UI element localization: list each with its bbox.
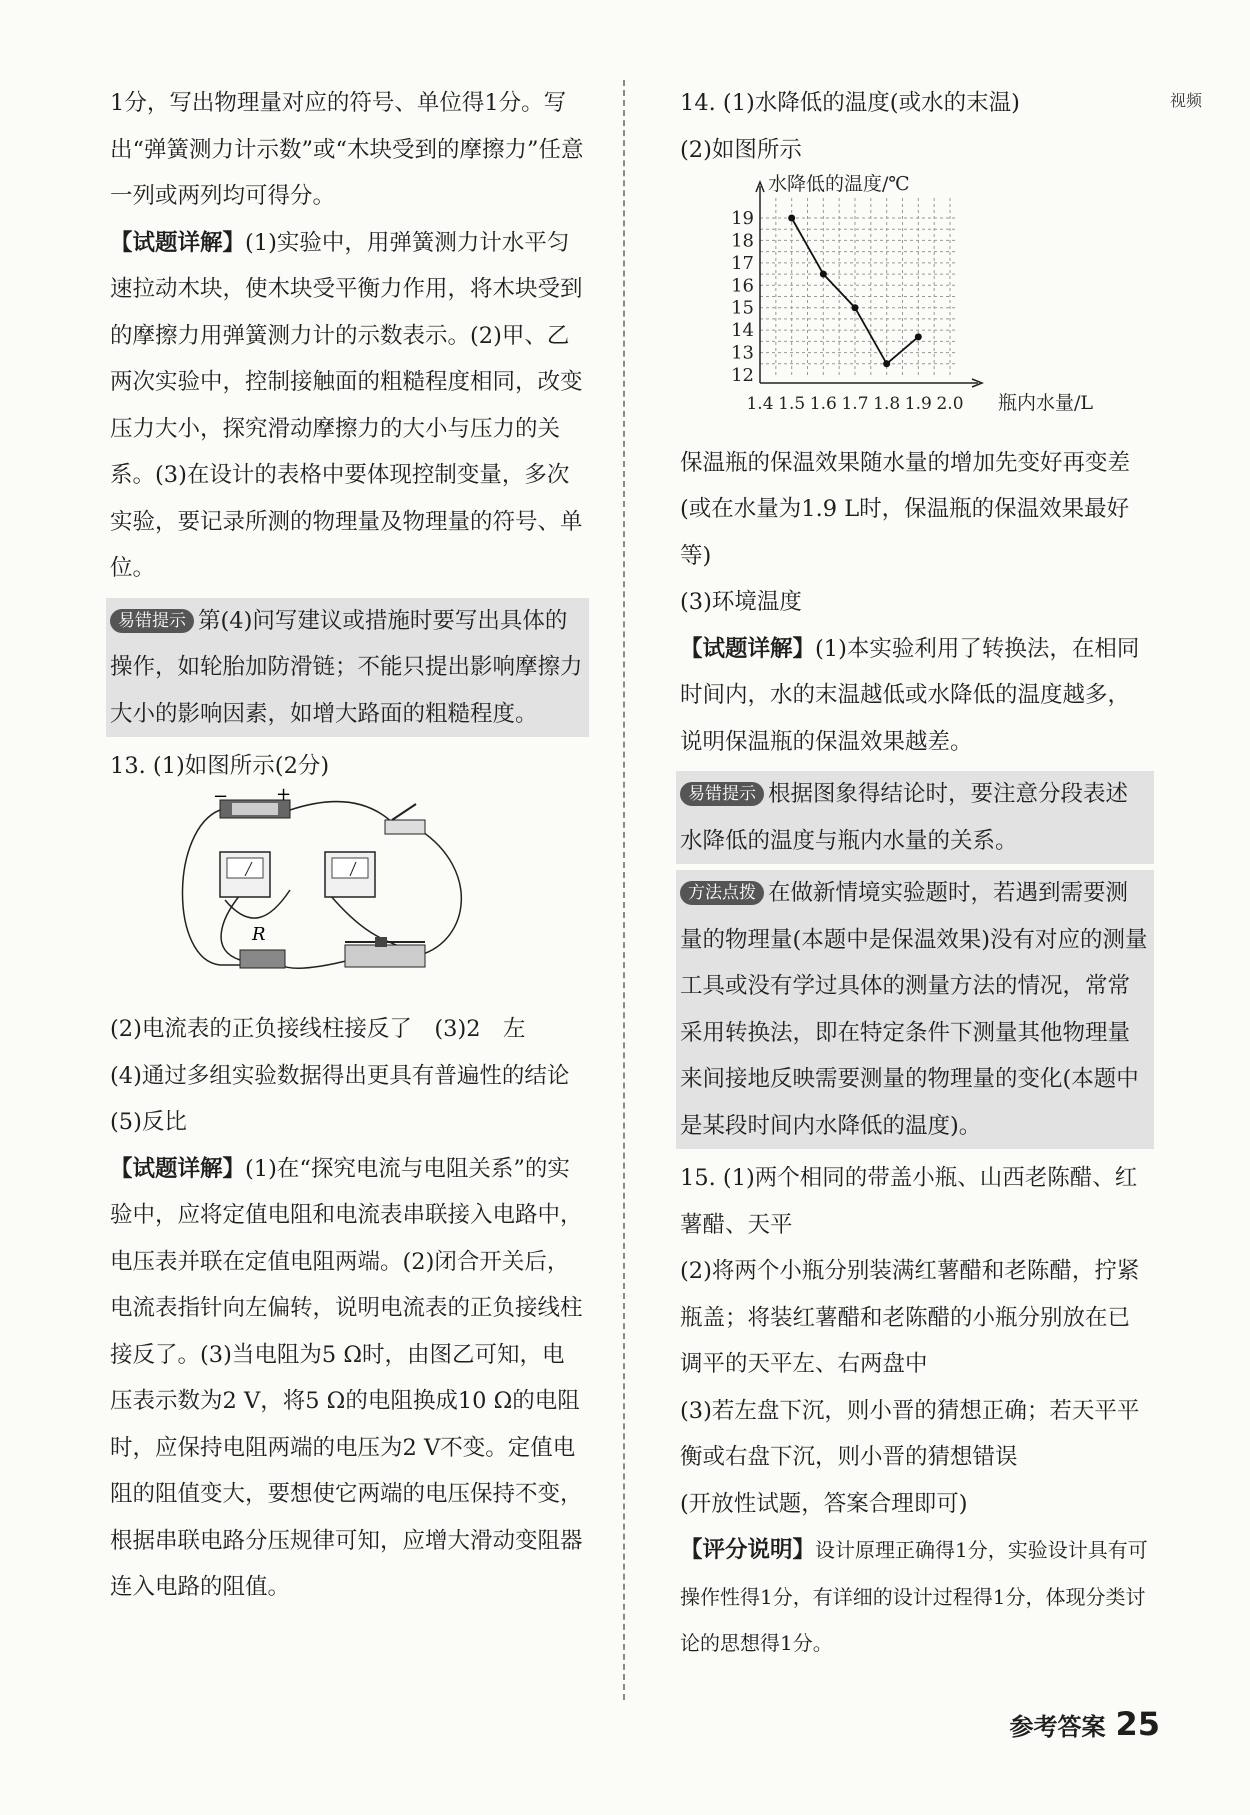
q14-method-tip [676,870,1154,1149]
q13-answer-4: (5)反比 [110,1109,187,1135]
y-axis-label: 水降低的温度/℃ [768,173,910,195]
data-point [883,360,890,367]
q12-detail-text: (1)实验中，用弹簧测力计水平匀速拉动木块，使木块受平衡力作用，将木块受到的摩擦力用弹簧测力计的示数表示。(2)甲、乙两次实验中，控制接触面的粗糙程度相同，改变压力大小，探究滑动摩擦力的大小与压力的关系。(3)在设计的表格中要体现控制变量，多次实验，要记录所测的物理量及物理量的符号、单位。 [110,229,583,581]
method-tip-badge: 方法点拨 [680,881,764,905]
battery-minus: − [213,785,229,807]
y-tick-label: 12 [731,365,754,386]
y-tick-label: 15 [731,297,754,319]
q12-error-tip [106,598,589,738]
y-tick-label: 18 [731,230,754,252]
q15-scoring-text: 设计原理正确得1分，实验设计具有可操作性得1分，有详细的设计过程得1分，体现分类讨论的思想得1分。 [680,1538,1148,1655]
page-number: 25 [1115,1705,1160,1743]
x-tick-label: 1.9 [904,394,932,414]
left-column [110,80,585,1611]
footer-label: 参考答案 [1009,1713,1106,1741]
q14-detail-text: (1)本实验利用了转换法，在相同时间内，水的末温越低或水降低的温度越多，说明保温瓶的保温效果越差。 [680,635,1140,755]
error-tip-badge: 易错提示 [680,782,764,806]
x-tick-label: 1.8 [873,394,901,414]
data-point [852,304,859,311]
resistor-icon [240,950,285,968]
q13-answer-3: (4)通过多组实验数据得出更具有普遍性的结论 [110,1062,570,1089]
q12-scoring-intro: 1分，写出物理量对应的符号、单位得1分。写出“弹簧测力计示数”或“木块受到的摩擦力”任意一列或两列均可得分。 [110,90,584,209]
q14-answer-1: 14. (1)水降低的温度(或水的末温) [680,90,1020,116]
q15-note: (开放性试题，答案合理即可) [680,1490,968,1517]
x-tick-label: 1.4 [746,394,774,414]
battery-plus: + [276,783,292,805]
q12-detail [110,220,585,592]
rheostat-icon [345,937,425,967]
q14-error-tip-text: 根据图象得结论时，要注意分段表述水降低的温度与瓶内水量的关系。 [680,781,1129,854]
column-divider [623,80,625,1700]
right-column [680,80,1150,1667]
video-label: 视频 [1170,91,1203,110]
q15-answer-2: (2)将两个小瓶分别装满红薯醋和老陈醋，拧紧瓶盖；将装红薯醋和老陈醋的小瓶分别放在已调平的天平左、右两盘中 [680,1258,1140,1377]
y-tick-label: 14 [731,320,754,342]
scoring-tag: 【评分说明】 [680,1537,816,1563]
page-footer [1009,1705,1160,1743]
q15-scoring [680,1527,1150,1667]
y-tick-label: 16 [731,275,754,297]
q14-method-text: 在做新情境实验题时，若遇到需要测量的物理量(本题中是保温效果)没有对应的测量工具或没有学过具体的测量方法的情况，常常采用转换法，即在特定条件下测量其他物理量来间接地反映需要测量的物理量的变化(本题中是某段时间内水降低的温度)。 [680,880,1148,1139]
q13-answer-2: (2)电流表的正负接线柱接反了 (3)2 左 [110,1016,526,1042]
detail-tag: 【试题详解】 [680,635,816,662]
q13-answer-1: 13. (1)如图所示(2分) [110,753,330,779]
q14-chart [720,173,1150,440]
y-tick-label: 13 [731,342,754,364]
q13-detail [110,1146,585,1611]
q14-error-tip [676,771,1154,864]
data-point [788,215,795,222]
q15-answer-1: 15. (1)两个相同的带盖小瓶、山西老陈醋、红薯醋、天平 [680,1165,1138,1238]
detail-tag: 【试题详解】 [110,229,246,256]
y-tick-label: 17 [731,252,754,274]
x-tick-label: 1.7 [841,394,869,414]
data-point [915,333,922,340]
detail-tag: 【试题详解】 [110,1155,246,1182]
data-point [820,271,827,278]
x-tick-label: 1.5 [778,394,806,414]
error-tip-badge: 易错提示 [110,609,194,633]
ammeter-icon [220,852,270,897]
y-tick-label: 19 [731,208,754,229]
q13-detail-text: (1)在“探究电流与电阻关系”的实验中，应将定值电阻和电流表串联接入电路中，电压表并联在定值电阻两端。(2)闭合开关后，电流表指针向左偏转，说明电流表的正负接线柱接反了。(3)当电阻为5 Ω时，由图乙可知，电压表示数为2 V，将5 Ω的电阻换成10 Ω的电阻时，应保持电阻两端的电压为2 V不变。定值电阻的阻值变大，要想使它两端的电压保持不变，根据串联电路分压规律可知，应增大滑动变阻器连入电路的阻值。 [110,1155,583,1600]
q14-answer-2: (2)如图所示 [680,136,802,163]
x-tick-label: 2.0 [936,394,964,414]
voltmeter-icon [325,852,375,897]
q12-error-tip-text: 第(4)问写建议或措施时要写出具体的操作，如轮胎加防滑链；不能只提出影响摩擦力大小的影响因素，如增大路面的粗糙程度。 [110,607,583,727]
q14-answer-3: (3)环境温度 [680,589,802,615]
x-tick-label: 1.6 [809,394,837,414]
q15-answer-3: (3)若左盘下沉，则小晋的猜想正确；若天平平衡或右盘下沉，则小晋的猜想错误 [680,1397,1140,1470]
x-axis-label: 瓶内水量/L [998,392,1094,414]
switch-icon [385,804,425,834]
q14-conclusion: 保温瓶的保温效果随水量的增加先变好再变差(或在水量为1.9 L时，保温瓶的保温效果最好等) [680,449,1131,569]
resistor-label: R [252,923,266,945]
q13-circuit-figure [180,783,585,1007]
q14-detail [680,626,1150,766]
